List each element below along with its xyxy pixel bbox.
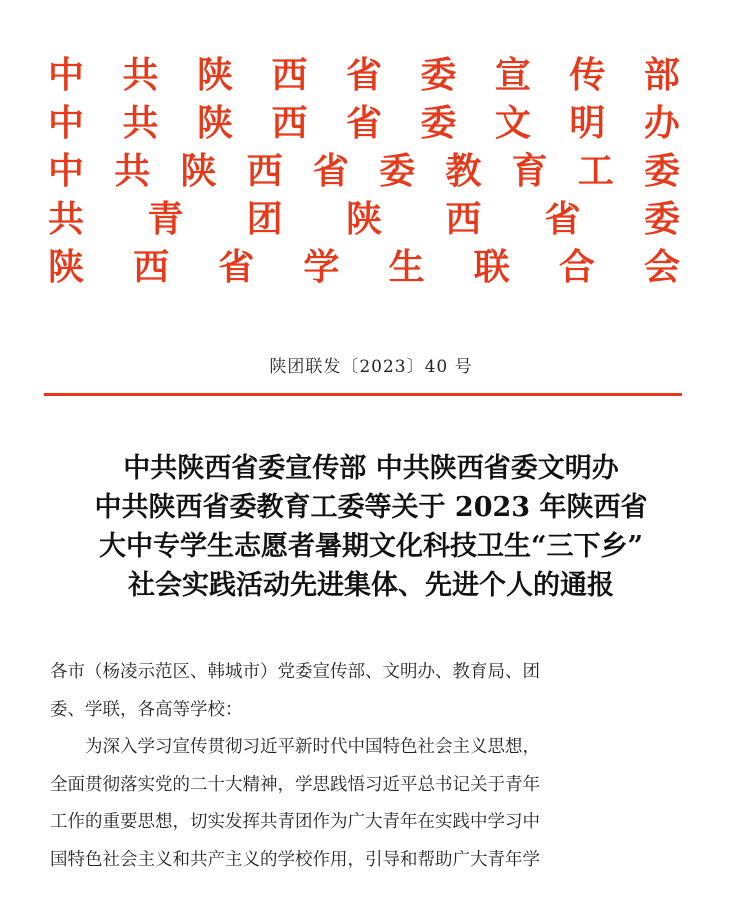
- issuer-char: 委: [420, 103, 457, 144]
- issuer-line: [48, 100, 680, 148]
- issuer-char: 西: [246, 151, 283, 192]
- issuer-char: 教: [445, 151, 482, 192]
- issuer-char: 共: [122, 55, 159, 96]
- issuer-char: 省: [345, 103, 382, 144]
- issuer-char: 西: [133, 247, 170, 288]
- issuer-char: 共: [48, 199, 85, 240]
- issuer-char: 传: [569, 55, 606, 96]
- issuer-char: 中: [48, 151, 85, 192]
- issuer-char: 委: [420, 55, 457, 96]
- issuer-char: 陕: [345, 199, 382, 240]
- issuer-char: 工: [577, 151, 614, 192]
- issuer-char: 青: [147, 199, 184, 240]
- issuer-line: [48, 148, 680, 196]
- issuer-char: 中: [48, 55, 85, 96]
- issuer-char: 文: [494, 103, 531, 144]
- issuer-char: 中: [48, 103, 85, 144]
- issuer-line: [48, 52, 680, 100]
- body-line: 工作的重要思想，切实发挥共青团作为广大青年在实践中学习中: [50, 812, 540, 832]
- issuer-char: 团: [246, 199, 283, 240]
- issuer-char: 西: [271, 55, 308, 96]
- red-divider: [44, 393, 682, 396]
- issuer-char: 西: [271, 103, 308, 144]
- issuer-char: 合: [558, 247, 595, 288]
- title-line: 社会实践活动先进集体、先进个人的通报: [128, 570, 614, 601]
- issuer-line: [48, 244, 680, 292]
- issuer-char: 联: [473, 247, 510, 288]
- issuer-char: 共: [114, 151, 151, 192]
- issuer-char: 委: [643, 151, 680, 192]
- issuer-char: 陕: [48, 247, 85, 288]
- body-line: 国特色社会主义和共产主义的学校作用，引导和帮助广大青年学: [50, 849, 540, 870]
- issuer-char: 省: [218, 247, 255, 288]
- issuing-organizations: [48, 52, 680, 292]
- issuer-char: 共: [122, 103, 159, 144]
- issuer-char: 陕: [196, 55, 233, 96]
- body-line: 为深入学习宣传贯彻习近平新时代中国特色社会主义思想，: [85, 737, 540, 757]
- issuer-char: 会: [643, 247, 680, 288]
- issuer-char: 省: [544, 199, 581, 240]
- body-line: 全面贯彻落实党的二十大精神，学思践悟习近平总书记关于青年: [50, 774, 540, 795]
- title-line: 大中专学生志愿者暑期文化科技卫生“三下乡”: [98, 531, 644, 562]
- issuer-char: 育: [511, 151, 548, 192]
- issuer-char: 省: [345, 55, 382, 96]
- document-title: [30, 449, 712, 605]
- document-number: 陕团联发〔2023〕40 号: [269, 357, 473, 377]
- body-line: 各市（杨凌示范区、韩城市）党委宣传部、文明办、教育局、团: [50, 662, 540, 682]
- issuer-char: 办: [643, 103, 680, 144]
- body-line: 委、学联，各高等学校：: [50, 699, 243, 720]
- document-body: [50, 654, 682, 879]
- issuer-char: 明: [569, 103, 606, 144]
- issuer-char: 西: [445, 199, 482, 240]
- issuer-char: 学: [303, 247, 340, 288]
- issuer-char: 部: [643, 55, 680, 96]
- title-line: 中共陕西省委宣传部 中共陕西省委文明办: [123, 453, 619, 484]
- issuer-char: 委: [643, 199, 680, 240]
- title-line: 中共陕西省委教育工委等关于 2023 年陕西省: [94, 492, 648, 523]
- issuer-char: 陕: [196, 103, 233, 144]
- issuer-char: 省: [312, 151, 349, 192]
- issuer-char: 陕: [180, 151, 217, 192]
- issuer-char: 宣: [494, 55, 531, 96]
- issuer-char: 生: [388, 247, 425, 288]
- issuer-char: 委: [379, 151, 416, 192]
- issuer-line: [48, 196, 680, 244]
